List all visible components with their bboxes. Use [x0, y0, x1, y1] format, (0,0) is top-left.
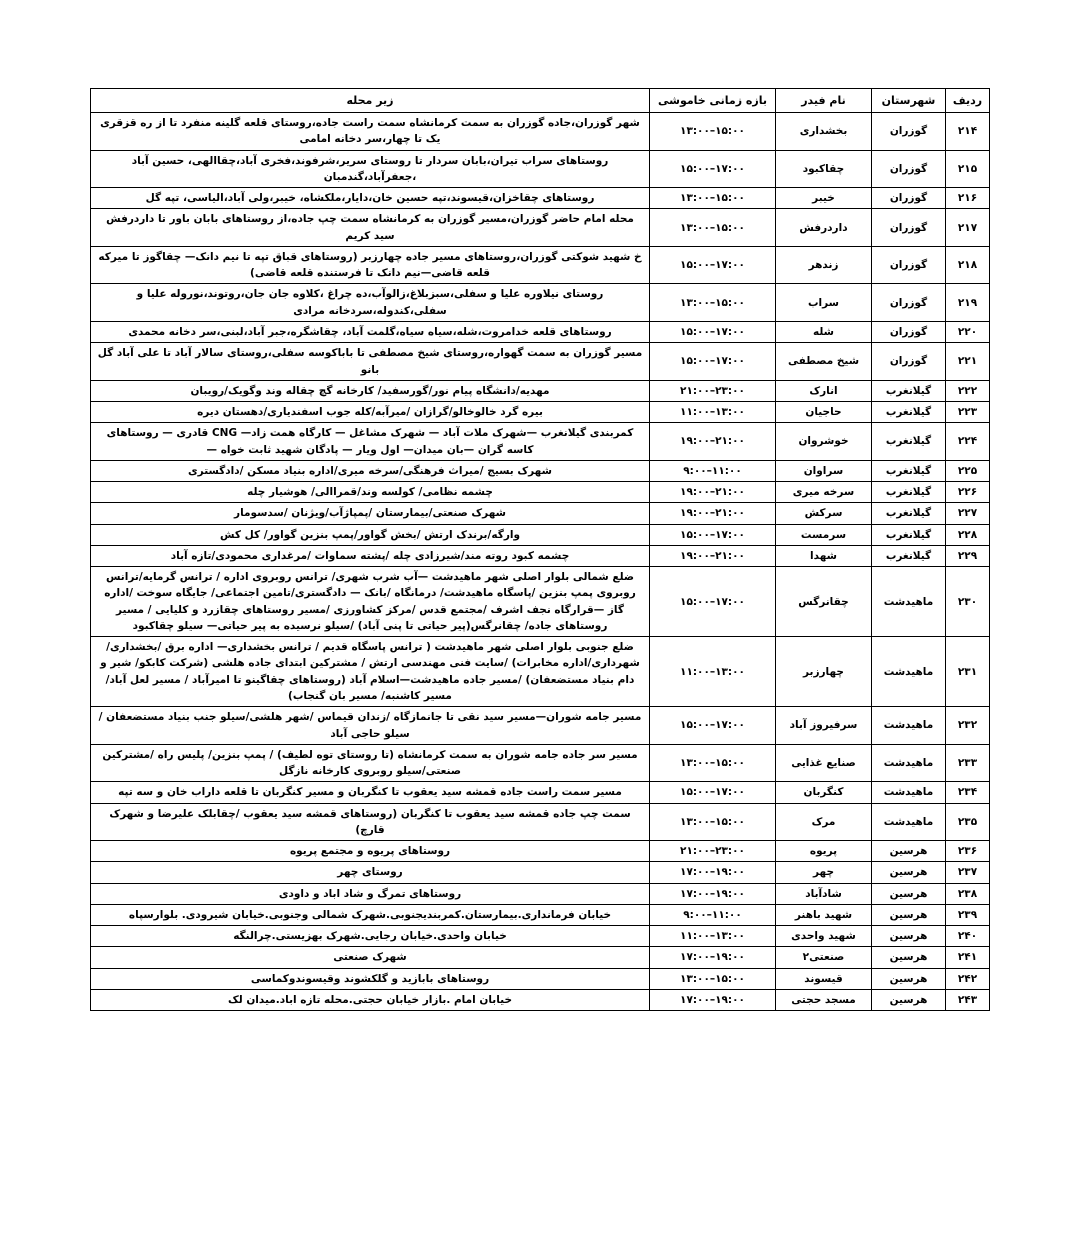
cell-time: ۹:۰۰–۱۱:۰۰	[650, 460, 776, 481]
cell-time: ۱۷:۰۰–۱۹:۰۰	[650, 990, 776, 1011]
cell-time: ۲۱:۰۰–۲۳:۰۰	[650, 841, 776, 862]
cell-row-number: ۲۱۴	[946, 113, 990, 151]
table-row	[91, 904, 990, 925]
col-header-area: زیر محله	[91, 89, 650, 113]
cell-area: شهرک صنعتی	[91, 947, 650, 968]
col-header-county: شهرستان	[872, 89, 946, 113]
table-row	[91, 637, 990, 707]
table-row	[91, 744, 990, 782]
table-row	[91, 524, 990, 545]
table-row	[91, 423, 990, 461]
cell-time: ۱۳:۰۰–۱۵:۰۰	[650, 188, 776, 209]
cell-feeder: مسجد حجتی	[776, 990, 872, 1011]
cell-county: گوزران	[872, 150, 946, 188]
cell-feeder: سراب	[776, 284, 872, 322]
cell-county: گیلانغرب	[872, 482, 946, 503]
cell-time: ۱۵:۰۰–۱۷:۰۰	[650, 567, 776, 637]
cell-county: گوزران	[872, 188, 946, 209]
cell-county: گیلانغرب	[872, 460, 946, 481]
cell-feeder: چقاکبود	[776, 150, 872, 188]
cell-feeder: خیبر	[776, 188, 872, 209]
cell-time: ۱۳:۰۰–۱۵:۰۰	[650, 209, 776, 247]
cell-county: هرسین	[872, 947, 946, 968]
cell-time: ۱۷:۰۰–۱۹:۰۰	[650, 862, 776, 883]
cell-time: ۹:۰۰–۱۱:۰۰	[650, 904, 776, 925]
cell-row-number: ۲۱۸	[946, 246, 990, 284]
cell-feeder: زندهر	[776, 246, 872, 284]
cell-row-number: ۲۲۹	[946, 545, 990, 566]
cell-row-number: ۲۳۹	[946, 904, 990, 925]
table-row	[91, 460, 990, 481]
cell-time: ۱۱:۰۰–۱۳:۰۰	[650, 402, 776, 423]
cell-feeder: چهارزبر	[776, 637, 872, 707]
cell-area: وارگه/برندک ارتش /بخش گواور/پمپ بنزین گواور/ کل کش	[91, 524, 650, 545]
cell-row-number: ۲۲۴	[946, 423, 990, 461]
cell-area: محله امام حاضر گوزران،مسیر گوزران به کرمانشاه سمت چپ جاده،از روستاهای بابان باور تا داردرفش سید کریم	[91, 209, 650, 247]
cell-row-number: ۲۲۲	[946, 380, 990, 401]
cell-row-number: ۲۳۷	[946, 862, 990, 883]
cell-county: هرسین	[872, 990, 946, 1011]
cell-area: چشمه کبود روته مند/شیرزادی چله /پشته سماوات /مرغداری محمودی/تازه آباد	[91, 545, 650, 566]
cell-area: مسیر گوزران به سمت گهواره،روستای شیخ مصطفی تا باباکوسه سفلی،روستای سالار آباد تا علی آباد گل بانو	[91, 343, 650, 381]
cell-time: ۱۵:۰۰–۱۷:۰۰	[650, 343, 776, 381]
cell-area: خ شهید شوکتی گوزران،روستاهای مسیر جاده چهارزبر (روستاهای قباق تپه تا نیم دانک— چقاگوز تا میرکه قلعه قاضی—نیم دانک تا فرستنده قلعه قاضی)	[91, 246, 650, 284]
cell-area: روستاهای سراب تیران،بابان سردار تا روستای سریر،شرفوند،فخری آباد،چقاالهی، حسین آباد ،جعفرآباد،گندمبان	[91, 150, 650, 188]
table-row	[91, 150, 990, 188]
table-row	[91, 803, 990, 841]
cell-time: ۱۱:۰۰–۱۳:۰۰	[650, 926, 776, 947]
cell-feeder: سراوان	[776, 460, 872, 481]
cell-feeder: حاجیان	[776, 402, 872, 423]
cell-feeder: داردرفش	[776, 209, 872, 247]
cell-area: مهدیه/دانشگاه پیام نور/گورسفید/ کارخانه گچ چقاله وند وگویک/رویبان	[91, 380, 650, 401]
cell-row-number: ۲۳۴	[946, 782, 990, 803]
cell-time: ۱۵:۰۰–۱۷:۰۰	[650, 524, 776, 545]
table-row	[91, 284, 990, 322]
cell-time: ۱۱:۰۰–۱۳:۰۰	[650, 637, 776, 707]
cell-row-number: ۲۳۰	[946, 567, 990, 637]
cell-area: کمربندی گیلانغرب —شهرک ملات آباد — شهرک مشاغل — کارگاه همت زاد— CNG قادری — روستاهای کاسه گران —بان میدان— اول ویار — پادگان شهید ثابت خواه —	[91, 423, 650, 461]
table-row	[91, 707, 990, 745]
table-row	[91, 380, 990, 401]
cell-area: شهرک صنعتی/بیمارستان /پمپاژآب/ویژنان /سدسومار	[91, 503, 650, 524]
cell-area: روستای چهر	[91, 862, 650, 883]
cell-row-number: ۲۲۱	[946, 343, 990, 381]
cell-row-number: ۲۳۸	[946, 883, 990, 904]
cell-county: ماهیدشت	[872, 744, 946, 782]
cell-feeder: سرفیروز آباد	[776, 707, 872, 745]
cell-county: هرسین	[872, 841, 946, 862]
outage-schedule-table	[90, 88, 990, 1011]
cell-feeder: صنایع غذایی	[776, 744, 872, 782]
cell-time: ۱۷:۰۰–۱۹:۰۰	[650, 883, 776, 904]
cell-feeder: مرک	[776, 803, 872, 841]
cell-feeder: شهید واحدی	[776, 926, 872, 947]
cell-row-number: ۲۱۹	[946, 284, 990, 322]
cell-time: ۱۳:۰۰–۱۵:۰۰	[650, 113, 776, 151]
cell-time: ۱۵:۰۰–۱۷:۰۰	[650, 246, 776, 284]
cell-feeder: پریوه	[776, 841, 872, 862]
table-row	[91, 246, 990, 284]
cell-time: ۱۳:۰۰–۱۵:۰۰	[650, 284, 776, 322]
cell-county: هرسین	[872, 968, 946, 989]
cell-feeder: خوشروان	[776, 423, 872, 461]
cell-row-number: ۲۴۲	[946, 968, 990, 989]
cell-time: ۱۹:۰۰–۲۱:۰۰	[650, 482, 776, 503]
cell-row-number: ۲۲۳	[946, 402, 990, 423]
cell-feeder: بخشداری	[776, 113, 872, 151]
cell-county: گیلانغرب	[872, 503, 946, 524]
cell-area: روستاهای بابازید و گلکشوند وقیسوندوکماسی	[91, 968, 650, 989]
table-row	[91, 883, 990, 904]
table-row	[91, 188, 990, 209]
cell-area: خیابان امام .بازار خیابان حجتی.محله تازه اباد.میدان لک	[91, 990, 650, 1011]
cell-county: ماهیدشت	[872, 637, 946, 707]
table-row	[91, 113, 990, 151]
cell-feeder: شله	[776, 321, 872, 342]
cell-area: بیره گرد خالوخالو/گرازان /میرآبه/کله جوب اسفندیاری/دهستان دیره	[91, 402, 650, 423]
cell-row-number: ۲۳۳	[946, 744, 990, 782]
cell-row-number: ۲۲۶	[946, 482, 990, 503]
cell-county: گوزران	[872, 246, 946, 284]
cell-county: گوزران	[872, 321, 946, 342]
col-header-time-range: بازه زمانی خاموشی	[650, 89, 776, 113]
cell-feeder: کنگربان	[776, 782, 872, 803]
cell-row-number: ۲۳۱	[946, 637, 990, 707]
table-body	[91, 113, 990, 1011]
table-row	[91, 782, 990, 803]
col-header-feeder: نام فیدر	[776, 89, 872, 113]
cell-time: ۱۹:۰۰–۲۱:۰۰	[650, 423, 776, 461]
cell-county: گوزران	[872, 343, 946, 381]
cell-county: گیلانغرب	[872, 524, 946, 545]
cell-area: شهر گوزران،جاده گوزران به سمت کرمانشاه سمت راست جاده،روستای قلعه گلینه منفرد تا از ره قزقری یک تا چهار،سر دخانه امامی	[91, 113, 650, 151]
cell-row-number: ۲۴۱	[946, 947, 990, 968]
cell-area: مسیر جامه شوران—مسیر سید نقی تا جانمازگاه /زندان قیماس /شهر هلشی/سیلو جنب بنیاد مستضعفان / سیلو حاجی آباد	[91, 707, 650, 745]
cell-area: روستاهای پریوه و مجتمع پریوه	[91, 841, 650, 862]
cell-time: ۱۵:۰۰–۱۷:۰۰	[650, 150, 776, 188]
cell-feeder: چهر	[776, 862, 872, 883]
cell-area: خیابان واحدی.خیابان رجایی.شهرک بهزیستی.چرالنگه	[91, 926, 650, 947]
cell-county: ماهیدشت	[872, 567, 946, 637]
cell-county: گیلانغرب	[872, 380, 946, 401]
cell-feeder: قیسوند	[776, 968, 872, 989]
cell-area: مسیر سمت راست جاده قمشه سید یعقوب تا کنگربان و مسیر کنگربان تا قلعه داراب خان و سه تپه	[91, 782, 650, 803]
table-row	[91, 947, 990, 968]
cell-area: خیابان فرمانداری.بیمارستان.کمربندیجنوبی.شهرک شمالی وجنوبی.خیابان شیرودی. بلوارسپاه	[91, 904, 650, 925]
cell-area: چشمه نظامی/ کولسه وند/قمراالی/ هوشیار چله	[91, 482, 650, 503]
table-row	[91, 545, 990, 566]
cell-time: ۲۱:۰۰–۲۳:۰۰	[650, 380, 776, 401]
cell-feeder: شیخ مصطفی	[776, 343, 872, 381]
cell-county: گوزران	[872, 284, 946, 322]
table-row	[91, 321, 990, 342]
table-header	[91, 89, 990, 113]
cell-row-number: ۲۱۵	[946, 150, 990, 188]
cell-area: سمت چپ جاده قمشه سید یعقوب تا کنگربان (روستاهای قمشه سید یعقوب /چقابلک علیرضا و شهرک قارچ)	[91, 803, 650, 841]
cell-county: ماهیدشت	[872, 782, 946, 803]
cell-feeder: چقانرگس	[776, 567, 872, 637]
cell-feeder: صنعتی۲	[776, 947, 872, 968]
cell-row-number: ۲۳۲	[946, 707, 990, 745]
cell-county: گیلانغرب	[872, 423, 946, 461]
cell-feeder: سرکش	[776, 503, 872, 524]
table-row	[91, 862, 990, 883]
cell-area: ضلع جنوبی بلوار اصلی شهر ماهیدشت ( ترانس پاسگاه قدیم / ترانس بخشداری— اداره برق /بخشداری/شهرداری/اداره مخابرات) /سایت فنی مهندسی ارتش / مشترکین ابتدای جاده هلشی (شرکت کابکو/ شیر و دام بنیاد مستضعفان) /مسیر جاده ماهیدشت—اسلام آباد (روستاهای چقاگینو تا امیرآباد / مسیر لعل آباد/مسیر کاشنبه/ مسیر بان گنجاب)	[91, 637, 650, 707]
cell-county: گوزران	[872, 209, 946, 247]
cell-feeder: سرمست	[776, 524, 872, 545]
table-row	[91, 841, 990, 862]
cell-county: ماهیدشت	[872, 707, 946, 745]
cell-row-number: ۲۳۶	[946, 841, 990, 862]
cell-area: ضلع شمالی بلوار اصلی شهر ماهیدشت —آب شرب شهری/ ترانس روبروی اداره / ترانس گرمایه/ترانس روبروی پمپ بنزین /پاسگاه ماهیدشت/ درمانگاه /بانک — دادگستری/تامین اجتماعی/ جایگاه سوخت /اداره گاز —قرارگاه نجف اشرف /مجتمع قدس /مرکز کشاورزی /مسیر روستاهای چقازرد و کلیایی / مسیر روستاهای جاده/ چقانرگس(پیر حیاتی تا پنی آباد) /سیلو نرسیده به پیر حیاتی— سیلو چقاکبود	[91, 567, 650, 637]
cell-time: ۱۵:۰۰–۱۷:۰۰	[650, 321, 776, 342]
table-row	[91, 209, 990, 247]
cell-feeder: شهدا	[776, 545, 872, 566]
table-row	[91, 968, 990, 989]
cell-row-number: ۲۱۶	[946, 188, 990, 209]
cell-feeder: شهید باهنر	[776, 904, 872, 925]
header-row	[91, 89, 990, 113]
cell-time: ۱۳:۰۰–۱۵:۰۰	[650, 803, 776, 841]
cell-county: هرسین	[872, 904, 946, 925]
cell-row-number: ۲۲۷	[946, 503, 990, 524]
cell-row-number: ۲۴۳	[946, 990, 990, 1011]
cell-row-number: ۲۲۰	[946, 321, 990, 342]
cell-time: ۱۷:۰۰–۱۹:۰۰	[650, 947, 776, 968]
cell-county: ماهیدشت	[872, 803, 946, 841]
cell-row-number: ۲۳۵	[946, 803, 990, 841]
cell-county: هرسین	[872, 926, 946, 947]
cell-area: مسیر سر جاده جامه شوران به سمت کرمانشاه (تا روستای توه لطیف) / پمپ بنزین/ پلیس راه /مشترکین صنعتی/سیلو روبروی کارخانه نازگل	[91, 744, 650, 782]
cell-time: ۱۵:۰۰–۱۷:۰۰	[650, 707, 776, 745]
table-row	[91, 343, 990, 381]
cell-county: گیلانغرب	[872, 545, 946, 566]
cell-row-number: ۲۴۰	[946, 926, 990, 947]
table-row	[91, 990, 990, 1011]
cell-feeder: سرخه میری	[776, 482, 872, 503]
cell-time: ۱۳:۰۰–۱۵:۰۰	[650, 744, 776, 782]
table-row	[91, 402, 990, 423]
cell-area: شهرک بسیج /میراث فرهنگی/سرخه میری/اداره بنیاد مسکن /دادگستری	[91, 460, 650, 481]
cell-time: ۱۹:۰۰–۲۱:۰۰	[650, 503, 776, 524]
cell-feeder: انارک	[776, 380, 872, 401]
cell-county: گیلانغرب	[872, 402, 946, 423]
cell-county: هرسین	[872, 883, 946, 904]
cell-row-number: ۲۱۷	[946, 209, 990, 247]
cell-row-number: ۲۲۵	[946, 460, 990, 481]
table-row	[91, 567, 990, 637]
cell-time: ۱۵:۰۰–۱۷:۰۰	[650, 782, 776, 803]
cell-feeder: شادآباد	[776, 883, 872, 904]
cell-time: ۱۳:۰۰–۱۵:۰۰	[650, 968, 776, 989]
table-row	[91, 503, 990, 524]
cell-area: روستاهای چقاخزان،قیسوند،تپه حسین خان،دایار،ملکشاه، خیبر،ولی آباد،الیاسی، تپه گل	[91, 188, 650, 209]
cell-area: روستاهای تمرگ و شاد اباد و داودی	[91, 883, 650, 904]
col-header-row-number: ردیف	[946, 89, 990, 113]
cell-area: روستاهای قلعه خدامروت،شله،سیاه سیاه،گلمت آباد، چقاشگره،جبر آباد،لبنی،سر دخانه محمدی	[91, 321, 650, 342]
cell-row-number: ۲۲۸	[946, 524, 990, 545]
cell-area: روستای نیلاوره علیا و سفلی،سبزبلاغ،زالوآب،ده چراغ ،کلاوه جان جان،روتوند،نوروله علیا و سفلی،کندوله،سردخانه مرادی	[91, 284, 650, 322]
cell-county: گوزران	[872, 113, 946, 151]
table-row	[91, 926, 990, 947]
cell-time: ۱۹:۰۰–۲۱:۰۰	[650, 545, 776, 566]
table-row	[91, 482, 990, 503]
cell-county: هرسین	[872, 862, 946, 883]
